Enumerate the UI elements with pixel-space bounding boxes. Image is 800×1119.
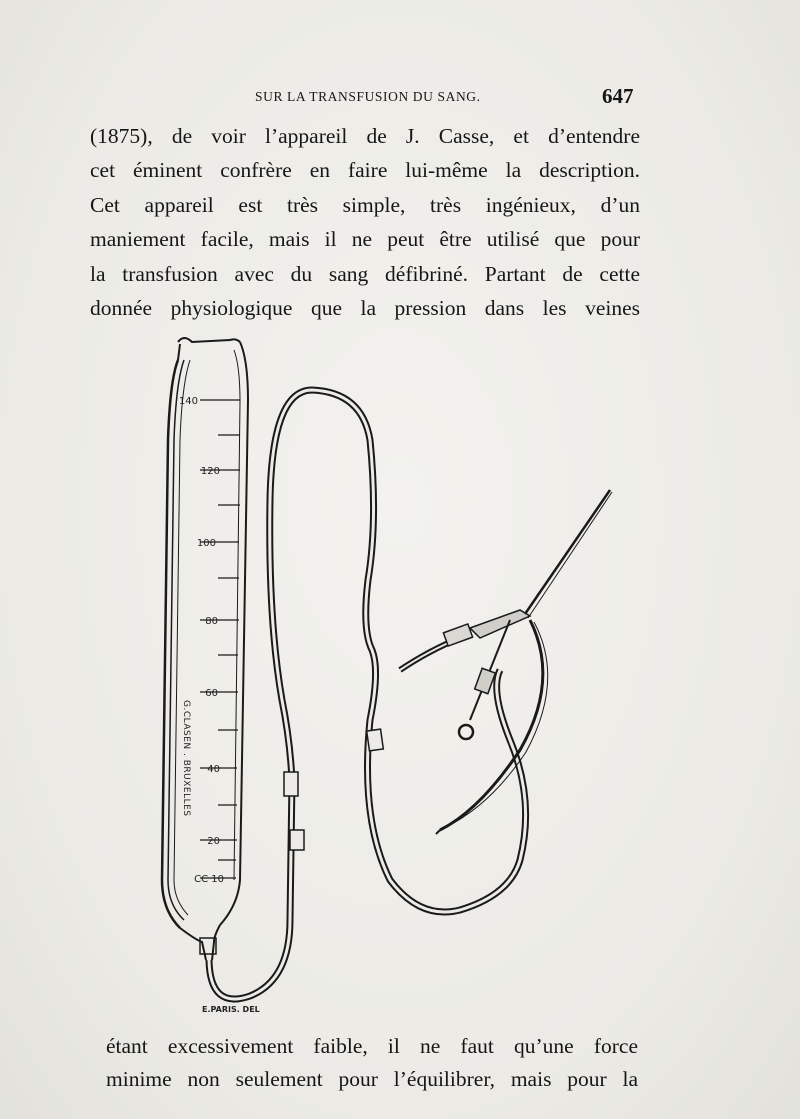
body-text-top — [90, 119, 640, 325]
scale-label: 140 — [178, 396, 198, 407]
text-line: (1875), de voir l’appareil de J. Casse, et d’entendre — [90, 124, 640, 148]
text-line: maniement facile, mais il ne peut être utilisé que pour — [90, 227, 640, 252]
scale-label: 80 — [205, 616, 218, 627]
transfusion-apparatus-illustration — [140, 320, 660, 1020]
scale-label: 20 — [207, 836, 220, 847]
page-number: 647 — [602, 84, 634, 108]
running-head: SUR LA TRANSFUSION DU SANG. — [255, 89, 481, 104]
scale-label: 100 — [196, 538, 216, 549]
cannula-needle — [400, 490, 612, 834]
engraver-signature: E.PARIS. DEL — [202, 1005, 260, 1014]
text-line: Cet appareil est très simple, très ingénieux, d’un — [90, 192, 640, 217]
text-line: minime non seulement pour l’équilibrer, mais pour la — [106, 1067, 638, 1091]
text-line: étant excessivement faible, il ne faut qu’une force — [106, 1034, 638, 1058]
scale-label: CC 10 — [194, 874, 224, 885]
maker-inscription: G.CLASEN . BRUXELLES — [181, 700, 191, 817]
text-line: la transfusion avec du sang défibriné. Partant de cette — [90, 261, 640, 286]
scale-label: 60 — [205, 688, 218, 699]
graduated-cylinder — [162, 338, 248, 960]
scale-label: 120 — [200, 466, 220, 477]
scale-label: 40 — [207, 764, 220, 775]
text-line: donnée physiologique que la pression dans les veines — [90, 296, 640, 321]
rubber-tube — [209, 390, 526, 999]
body-text-bottom — [106, 1030, 638, 1096]
text-line: cet éminent confrère en faire lui-même la description. — [90, 158, 640, 183]
